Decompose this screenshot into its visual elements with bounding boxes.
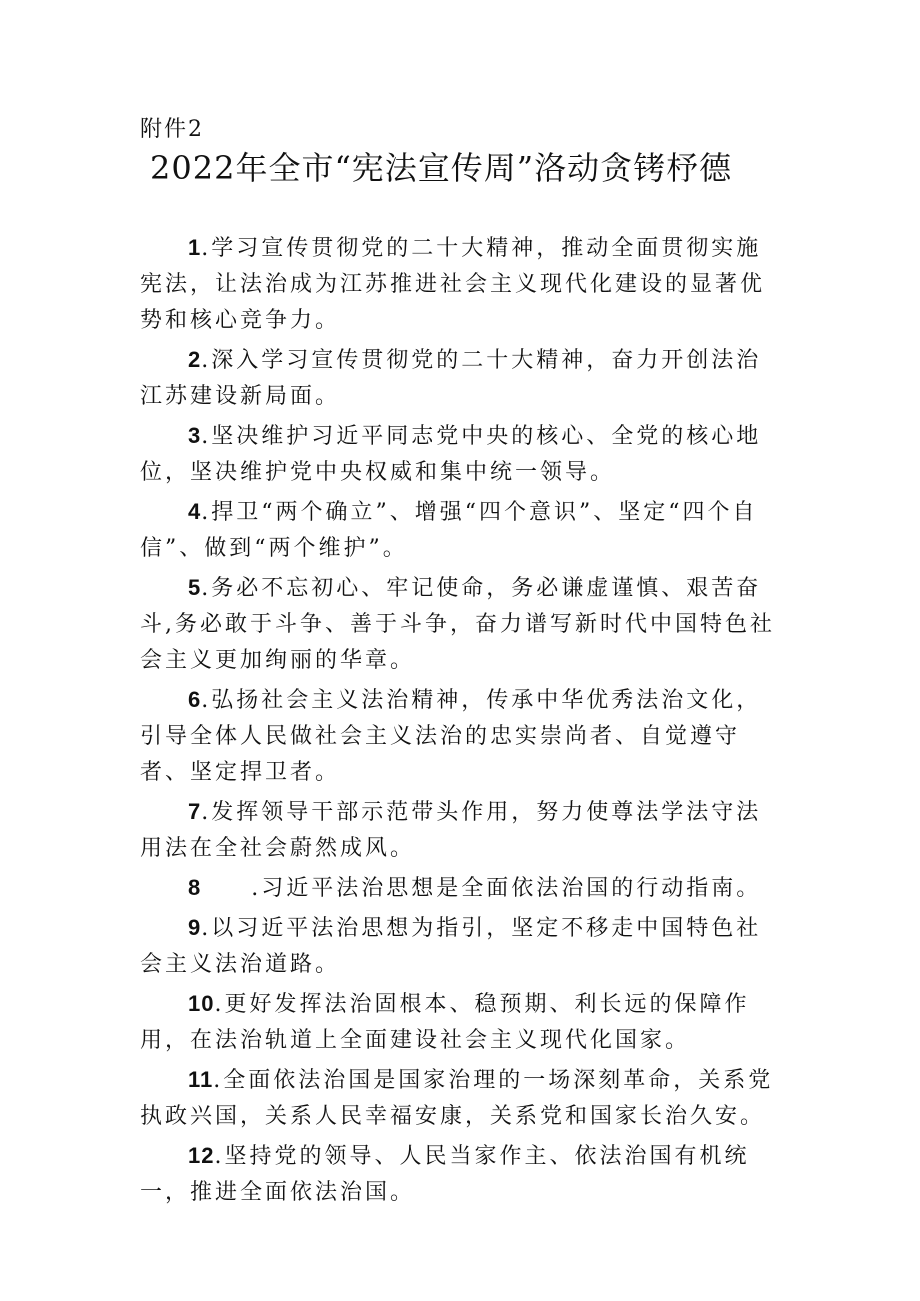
- item-number: 9: [188, 915, 202, 940]
- item-number: 11: [188, 1067, 214, 1092]
- item-text: .以习近平法治思想为指引，坚定不移走中国特色社会主义法治道路。: [140, 916, 762, 977]
- item-number: 1: [188, 235, 202, 260]
- list-item: [140, 570, 785, 679]
- item-text: .更好发挥法治固根本、稳预期、利长远的保障作用，在法治轨道上全面建设社会主义现代化国家。: [140, 992, 750, 1053]
- item-text: .习近平法治思想是全面依法治国的行动指南。: [201, 876, 762, 901]
- list-item: [140, 986, 785, 1059]
- item-text: .学习宣传贯彻党的二十大精神，推动全面贯彻实施宪法，让法治成为江苏推进社会主义现代化建设的显著优势和核心竞争力。: [140, 236, 766, 333]
- list-item: [140, 1138, 785, 1211]
- item-text: .全面依法治国是国家治理的一场深刻革命，关系党执政兴国，关系人民幸福安康，关系党和国家长治久安。: [140, 1068, 774, 1129]
- list-item: [140, 794, 785, 867]
- list-item: [140, 342, 785, 415]
- item-text: .深入学习宣传贯彻党的二十大精神，奋力开创法治江苏建设新局面。: [140, 348, 762, 409]
- item-text: .捍卫“两个确立”、增强“四个意识”、坚定“四个自信”、做到“两个维护”。: [140, 500, 758, 561]
- list-item: [140, 418, 785, 491]
- list-item: [140, 682, 785, 791]
- item-number: 4: [188, 499, 202, 524]
- item-number: 10: [188, 991, 215, 1016]
- item-number: 6: [188, 687, 202, 712]
- attachment-label: 附件2: [140, 117, 204, 142]
- item-number: 3: [188, 423, 202, 448]
- item-text: .坚决维护习近平同志党中央的核心、全党的核心地位，坚决维护党中央权威和集中统一领导。: [140, 424, 762, 485]
- item-number: 8: [188, 875, 202, 900]
- list-item: [140, 870, 785, 907]
- list-item: [140, 1062, 785, 1135]
- slogan-list: [140, 230, 785, 1214]
- item-text: .务必不忘初心、牢记使命，务必谦虚谨慎、艰苦奋斗,务必敢于斗争、善于斗争，奋力谱写新时代中国特色社会主义更加绚丽的华章。: [140, 576, 775, 673]
- item-number: 2: [188, 347, 202, 372]
- list-item: [140, 230, 785, 339]
- item-text: .弘扬社会主义法治精神，传承中华优秀法治文化，引导全体人民做社会主义法治的忠实崇尚者、自觉遵守者、坚定捍卫者。: [140, 688, 762, 785]
- item-text: .坚持党的领导、人民当家作主、依法治国有机统一，推进全面依法治国。: [140, 1144, 750, 1205]
- document-title: 2022年全市“宪法宣传周”洛动贪铐杼德: [150, 149, 733, 187]
- item-text: .发挥领导干部示范带头作用，努力使尊法学法守法用法在全社会蔚然成风。: [140, 800, 762, 861]
- list-item: [140, 910, 785, 983]
- list-item: [140, 494, 785, 567]
- item-number: 7: [188, 799, 202, 824]
- item-number: 12: [188, 1143, 215, 1168]
- item-number: 5: [188, 575, 202, 600]
